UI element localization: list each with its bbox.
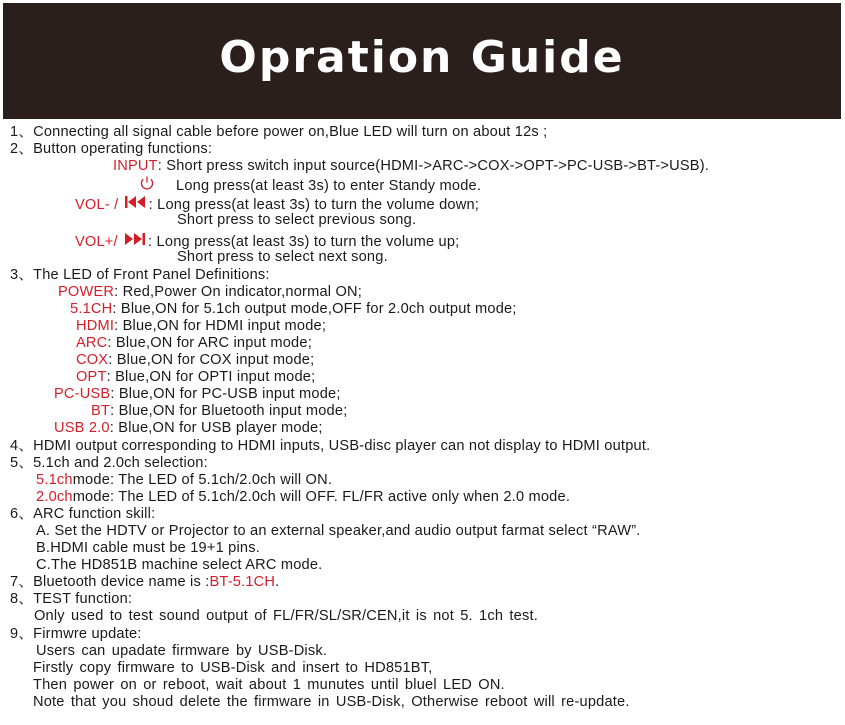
mode-description: mode: The LED of 5.1ch/2.0ch will ON. <box>72 472 333 488</box>
arc-step-a: A. Set the HDTV or Projector to an external speaker,and audio output farmat select “RAW”. <box>36 523 641 539</box>
input-description: : Short press switch input source(HDMI->ARC->COX->OPT->PC-USB->BT->USB). <box>157 158 710 174</box>
mode-5-1ch-row <box>36 472 332 489</box>
mode-label: 5.1ch <box>36 472 73 488</box>
section-4: 4、HDMI output corresponding to HDMI inputs, USB-disc player can not display to HDMI output. <box>10 438 651 454</box>
section-6-heading: 6、ARC function skill: <box>10 506 156 522</box>
led-row-power <box>58 284 362 301</box>
section-8-heading: 8、TEST function: <box>10 591 133 607</box>
test-description: Only used to test sound output of FL/FR/SL/SR/CEN,it is not 5. 1ch test. <box>34 608 539 624</box>
bluetooth-suffix: . <box>275 574 280 590</box>
bluetooth-prefix: 7、Bluetooth device name is : <box>10 574 210 590</box>
led-label: POWER <box>58 284 115 300</box>
input-label: INPUT <box>113 158 158 174</box>
arc-step-c: C.The HD851B machine select ARC mode. <box>36 557 323 573</box>
led-row-opt <box>76 369 315 386</box>
power-button-row <box>138 176 481 197</box>
led-row-arc <box>76 335 312 352</box>
section-7 <box>10 574 279 591</box>
led-description: : Blue,ON for HDMI input mode; <box>114 318 327 334</box>
input-button-row <box>113 158 709 175</box>
firmware-line-3: Then power on or reboot, wait about 1 munutes until bluel LED ON. <box>33 677 505 693</box>
led-label: COX <box>76 352 109 368</box>
led-description: : Blue,ON for ARC input mode; <box>107 335 312 351</box>
section-2-heading: 2、Button operating functions: <box>10 141 213 157</box>
bluetooth-device-name: BT-5.1CH <box>209 574 276 590</box>
led-row-hdmi <box>76 318 326 335</box>
led-row-bt <box>91 403 347 420</box>
led-description: : Blue,ON for OPTI input mode; <box>106 369 316 385</box>
firmware-line-4: Note that you shoud delete the firmware in USB-Disk, Otherwise reboot will re-update. <box>33 694 630 710</box>
vol-plus-description-2: Short press to select next song. <box>177 249 388 265</box>
firmware-line-2: Firstly copy firmware to USB-Disk and insert to HD851BT, <box>33 660 433 676</box>
led-label: USB 2.0 <box>54 420 110 436</box>
section-3-heading: 3、The LED of Front Panel Definitions: <box>10 267 270 283</box>
vol-plus-label: VOL+/ <box>75 234 118 251</box>
section-5-heading: 5、5.1ch and 2.0ch selection: <box>10 455 208 471</box>
mode-description: mode: The LED of 5.1ch/2.0ch will OFF. FL/FR active only when 2.0 mode. <box>72 489 571 505</box>
led-description: : Blue,ON for COX input mode; <box>108 352 315 368</box>
vol-minus-description-1: : Long press(at least 3s) to turn the volume down; <box>148 197 480 214</box>
power-icon <box>138 175 156 196</box>
vol-minus-description-2: Short press to select previous song. <box>177 212 417 228</box>
led-label: BT <box>91 403 111 419</box>
next-track-icon <box>122 231 148 252</box>
led-description: : Blue,ON for PC-USB input mode; <box>110 386 341 402</box>
led-description: : Blue,ON for Bluetooth input mode; <box>110 403 348 419</box>
led-row-usb <box>54 420 323 437</box>
vol-plus-description-1: : Long press(at least 3s) to turn the volume up; <box>148 234 460 251</box>
led-label: PC-USB <box>54 386 111 402</box>
firmware-line-1: Users can upadate firmware by USB-Disk. <box>36 643 328 659</box>
page-title: Opration Guide <box>219 31 625 83</box>
led-row-5-1ch <box>70 301 517 318</box>
led-row-cox <box>76 352 314 369</box>
led-label: HDMI <box>76 318 115 334</box>
led-description: : Blue,ON for 5.1ch output mode,OFF for 2.0ch output mode; <box>112 301 517 317</box>
section-1: 1、Connecting all signal cable before power on,Blue LED will turn on about 12s ; <box>10 124 548 140</box>
vol-minus-label: VOL- / <box>75 197 119 214</box>
led-label: 5.1CH <box>70 301 113 317</box>
led-description: : Red,Power On indicator,normal ON; <box>114 284 363 300</box>
previous-track-icon <box>123 194 149 215</box>
power-description: Long press(at least 3s) to enter Standy mode. <box>176 178 482 195</box>
mode-2-0ch-row <box>36 489 570 506</box>
arc-step-b: B.HDMI cable must be 19+1 pins. <box>36 540 260 556</box>
led-label: OPT <box>76 369 107 385</box>
led-label: ARC <box>76 335 108 351</box>
led-row-pc-usb <box>54 386 341 403</box>
section-9-heading: 9、Firmwre update: <box>10 626 142 642</box>
mode-label: 2.0ch <box>36 489 73 505</box>
led-description: : Blue,ON for USB player mode; <box>109 420 323 436</box>
